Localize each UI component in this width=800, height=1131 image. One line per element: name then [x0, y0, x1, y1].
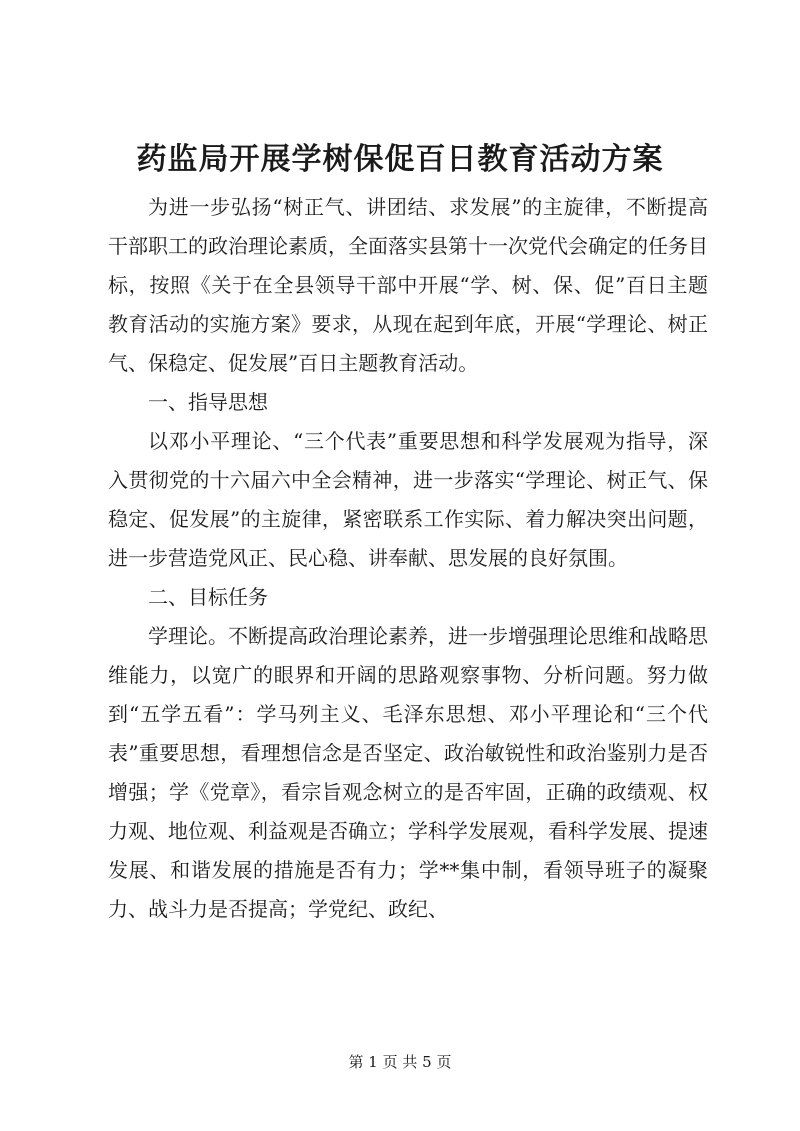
guiding-thought-paragraph: 以邓小平理论、“三个代表”重要思想和科学发展观为指导，深入贯彻党的十六届六中全会精神，进一步落实“学理论、树正气、保稳定、促发展”的主旋律，紧密联系工作实际、着力解决突出问题，进一步营造党风正、民心稳、讲奉献、思发展的良好氛围。 [108, 429, 708, 570]
page-footer: 第 1 页 共 5 页 [348, 1053, 452, 1071]
intro-paragraph: 为进一步弘扬“树正气、讲团结、求发展”的主旋律，不断提高干部职工的政治理论素质，全面落实县第十一次党代会确定的任务目标，按照《关于在全县领导干部中开展“学、树、保、促”百日主题教育活动的实施方案》要求，从现在起到年底，开展“学理论、树正气、保稳定、促发展”百日主题教育活动。 [108, 195, 708, 375]
document-title: 药监局开展学树保促百日教育活动方案 [136, 142, 664, 177]
section-heading-guiding-thought: 一、指导思想 [148, 390, 268, 414]
goals-paragraph: 学理论。不断提高政治理论素养，进一步增强理论思维和战略思维能力，以宽广的眼界和开阔的思路观察事物、分析问题。努力做到“五学五看”：学马列主义、毛泽东思想、邓小平理论和“三个代表”重要思想，看理想信念是否坚定、政治敏锐性和政治鉴别力是否增强；学《党章》，看宗旨观念树立的是否牢固，正确的政绩观、权力观、地位观、利益观是否确立；学科学发展观，看科学发展、提速发展、和谐发展的措施是否有力；学**集中制，看领导班子的凝聚力、战斗力是否提高；学党纪、政纪、 [108, 624, 708, 921]
document-body [108, 188, 708, 929]
section-heading-goals: 二、目标任务 [148, 585, 268, 609]
